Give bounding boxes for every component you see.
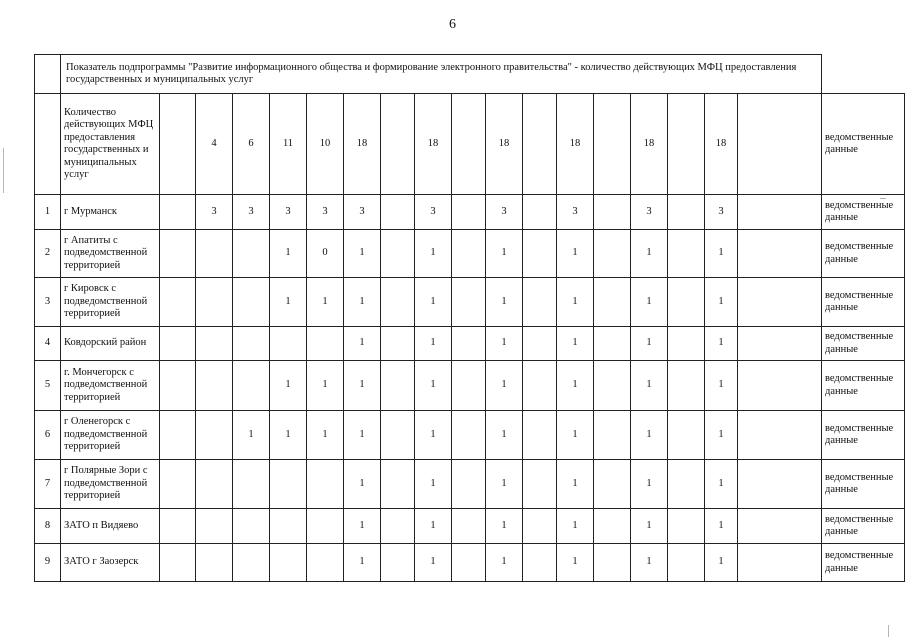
value-cell xyxy=(160,94,196,195)
value-cell: 1 xyxy=(557,460,594,509)
value-cell: 0 xyxy=(307,230,344,278)
value-cell: 3 xyxy=(415,195,452,230)
value-cell xyxy=(270,509,307,544)
scan-mark-bottom xyxy=(888,625,889,637)
value-cell xyxy=(523,361,557,411)
value-cell xyxy=(523,544,557,582)
value-cell xyxy=(452,230,486,278)
row-name-cell: г. Мончегорск с подведомственной территорией xyxy=(61,361,160,411)
value-cell xyxy=(270,544,307,582)
value-cell: 3 xyxy=(705,195,738,230)
value-cell: 1 xyxy=(705,544,738,582)
value-cell: 1 xyxy=(705,278,738,327)
value-cell xyxy=(381,195,415,230)
value-cell: 1 xyxy=(557,509,594,544)
value-cell xyxy=(196,361,233,411)
value-cell xyxy=(738,509,822,544)
value-cell xyxy=(452,509,486,544)
value-cell: 1 xyxy=(705,361,738,411)
value-cell: 18 xyxy=(705,94,738,195)
value-cell: 1 xyxy=(631,361,668,411)
value-cell xyxy=(307,460,344,509)
value-cell xyxy=(594,94,631,195)
value-cell: 1 xyxy=(486,411,523,460)
value-cell: 1 xyxy=(344,460,381,509)
value-cell xyxy=(668,195,705,230)
value-cell: 1 xyxy=(415,544,452,582)
row-name-cell: г Апатиты с подведомственной территорией xyxy=(61,230,160,278)
value-cell: 3 xyxy=(307,195,344,230)
value-cell: 1 xyxy=(344,509,381,544)
value-cell xyxy=(523,411,557,460)
value-cell: 3 xyxy=(631,195,668,230)
value-cell xyxy=(668,361,705,411)
value-cell xyxy=(160,195,196,230)
table-row xyxy=(35,327,905,361)
value-cell xyxy=(594,509,631,544)
row-number-cell: 2 xyxy=(35,230,61,278)
value-cell xyxy=(381,94,415,195)
value-cell xyxy=(738,195,822,230)
value-cell: 18 xyxy=(415,94,452,195)
value-cell: 1 xyxy=(705,230,738,278)
table-row xyxy=(35,509,905,544)
scan-mark-right xyxy=(880,198,886,199)
value-cell: 1 xyxy=(557,278,594,327)
value-cell: 1 xyxy=(486,327,523,361)
value-cell xyxy=(523,327,557,361)
value-cell xyxy=(160,509,196,544)
value-cell xyxy=(233,509,270,544)
value-cell: 1 xyxy=(415,327,452,361)
row-number-cell: 7 xyxy=(35,460,61,509)
value-cell xyxy=(668,544,705,582)
value-cell: 1 xyxy=(705,460,738,509)
value-cell: 1 xyxy=(557,327,594,361)
value-cell xyxy=(160,230,196,278)
value-cell: 3 xyxy=(557,195,594,230)
value-cell: 18 xyxy=(486,94,523,195)
value-cell: 1 xyxy=(486,544,523,582)
value-cell: 1 xyxy=(631,327,668,361)
value-cell xyxy=(381,230,415,278)
value-cell xyxy=(160,278,196,327)
value-cell: 18 xyxy=(344,94,381,195)
value-cell xyxy=(160,327,196,361)
value-cell xyxy=(307,544,344,582)
data-source-cell: ведомственные данные xyxy=(822,460,905,509)
data-source-cell: ведомственные данные xyxy=(822,195,905,230)
value-cell xyxy=(160,361,196,411)
value-cell: 1 xyxy=(415,460,452,509)
value-cell xyxy=(307,509,344,544)
value-cell xyxy=(270,327,307,361)
value-cell: 1 xyxy=(270,278,307,327)
value-cell: 1 xyxy=(307,278,344,327)
value-cell: 1 xyxy=(631,460,668,509)
value-cell: 1 xyxy=(631,230,668,278)
value-cell xyxy=(738,278,822,327)
value-cell: 1 xyxy=(344,230,381,278)
value-cell xyxy=(523,195,557,230)
value-cell: 1 xyxy=(631,509,668,544)
value-cell xyxy=(594,411,631,460)
value-cell xyxy=(270,460,307,509)
value-cell xyxy=(160,544,196,582)
value-cell xyxy=(381,544,415,582)
value-cell: 1 xyxy=(233,411,270,460)
data-source-cell: ведомственные данные xyxy=(822,94,905,195)
value-cell xyxy=(452,195,486,230)
value-cell xyxy=(738,94,822,195)
value-cell: 3 xyxy=(486,195,523,230)
table-row xyxy=(35,278,905,327)
value-cell xyxy=(381,278,415,327)
value-cell xyxy=(738,230,822,278)
row-number-cell: 1 xyxy=(35,195,61,230)
scan-mark-left xyxy=(3,148,4,193)
value-cell xyxy=(668,278,705,327)
value-cell xyxy=(594,327,631,361)
data-source-cell: ведомственные данные xyxy=(822,327,905,361)
value-cell xyxy=(594,230,631,278)
value-cell: 1 xyxy=(307,361,344,411)
value-cell xyxy=(738,544,822,582)
value-cell xyxy=(738,361,822,411)
value-cell xyxy=(233,230,270,278)
row-name-cell: Количество действующих МФЦ предоставления государственных и муниципальных услуг xyxy=(61,94,160,195)
value-cell xyxy=(452,278,486,327)
value-cell: 10 xyxy=(307,94,344,195)
value-cell: 1 xyxy=(415,411,452,460)
row-number-cell xyxy=(35,94,61,195)
data-source-cell: ведомственные данные xyxy=(822,278,905,327)
value-cell: 18 xyxy=(631,94,668,195)
row-number-cell: 3 xyxy=(35,278,61,327)
value-cell: 3 xyxy=(196,195,233,230)
value-cell xyxy=(381,327,415,361)
value-cell xyxy=(160,411,196,460)
row-name-cell: г Оленегорск с подведомственной территорией xyxy=(61,411,160,460)
value-cell: 1 xyxy=(344,327,381,361)
value-cell: 1 xyxy=(344,361,381,411)
value-cell: 18 xyxy=(557,94,594,195)
value-cell: 3 xyxy=(270,195,307,230)
row-number-cell: 5 xyxy=(35,361,61,411)
row-number-cell: 9 xyxy=(35,544,61,582)
row-name-cell: Ковдорский район xyxy=(61,327,160,361)
value-cell xyxy=(233,327,270,361)
value-cell xyxy=(594,361,631,411)
value-cell: 1 xyxy=(705,327,738,361)
value-cell xyxy=(668,509,705,544)
data-source-cell: ведомственные данные xyxy=(822,361,905,411)
value-cell: 1 xyxy=(344,278,381,327)
value-cell xyxy=(196,230,233,278)
value-cell xyxy=(738,411,822,460)
indicator-header-row xyxy=(35,55,905,94)
value-cell: 1 xyxy=(557,361,594,411)
value-cell xyxy=(381,460,415,509)
value-cell: 1 xyxy=(486,509,523,544)
value-cell: 1 xyxy=(415,278,452,327)
value-cell xyxy=(523,94,557,195)
value-cell xyxy=(196,544,233,582)
data-source-cell: ведомственные данные xyxy=(822,411,905,460)
row-name-cell: г Кировск с подведомственной территорией xyxy=(61,278,160,327)
value-cell: 1 xyxy=(344,411,381,460)
table-row xyxy=(35,195,905,230)
value-cell xyxy=(594,460,631,509)
indicator-header-cell: Показатель подпрограммы "Развитие информационного общества и формирование электронного правительства" - количество действующих МФЦ предоставления государственных и муниципальных услуг xyxy=(61,55,822,94)
value-cell xyxy=(196,278,233,327)
value-cell xyxy=(452,411,486,460)
value-cell xyxy=(381,361,415,411)
value-cell xyxy=(307,327,344,361)
value-cell: 3 xyxy=(344,195,381,230)
value-cell: 1 xyxy=(557,544,594,582)
row-name-cell: г Полярные Зори с подведомственной территорией xyxy=(61,460,160,509)
value-cell: 1 xyxy=(631,278,668,327)
value-cell: 1 xyxy=(415,361,452,411)
value-cell xyxy=(523,509,557,544)
row-name-cell: г Мурманск xyxy=(61,195,160,230)
value-cell: 1 xyxy=(486,361,523,411)
table-row xyxy=(35,460,905,509)
value-cell: 1 xyxy=(270,411,307,460)
row-name-cell: ЗАТО г Заозерск xyxy=(61,544,160,582)
value-cell xyxy=(523,278,557,327)
table-row xyxy=(35,230,905,278)
value-cell: 1 xyxy=(486,230,523,278)
value-cell xyxy=(196,411,233,460)
value-cell: 6 xyxy=(233,94,270,195)
value-cell: 1 xyxy=(631,544,668,582)
row-number-cell: 6 xyxy=(35,411,61,460)
value-cell xyxy=(160,460,196,509)
value-cell xyxy=(523,230,557,278)
value-cell: 1 xyxy=(415,509,452,544)
value-cell: 1 xyxy=(486,278,523,327)
value-cell: 1 xyxy=(415,230,452,278)
value-cell: 1 xyxy=(557,230,594,278)
value-cell xyxy=(381,411,415,460)
indicator-header-num-cell xyxy=(35,55,61,94)
value-cell xyxy=(196,460,233,509)
value-cell xyxy=(668,94,705,195)
value-cell xyxy=(452,94,486,195)
value-cell: 1 xyxy=(557,411,594,460)
row-name-cell: ЗАТО п Видяево xyxy=(61,509,160,544)
value-cell xyxy=(594,195,631,230)
value-cell xyxy=(233,544,270,582)
value-cell: 1 xyxy=(307,411,344,460)
value-cell xyxy=(738,460,822,509)
row-number-cell: 4 xyxy=(35,327,61,361)
indicator-table xyxy=(34,54,905,582)
value-cell: 1 xyxy=(270,361,307,411)
value-cell xyxy=(523,460,557,509)
value-cell xyxy=(594,278,631,327)
value-cell xyxy=(668,460,705,509)
value-cell xyxy=(196,509,233,544)
value-cell xyxy=(381,509,415,544)
value-cell: 1 xyxy=(344,544,381,582)
data-source-cell: ведомственные данные xyxy=(822,230,905,278)
value-cell: 1 xyxy=(631,411,668,460)
row-number-cell: 8 xyxy=(35,509,61,544)
table-row xyxy=(35,361,905,411)
value-cell: 1 xyxy=(705,509,738,544)
value-cell xyxy=(196,327,233,361)
page-number: 6 xyxy=(449,17,456,32)
value-cell: 4 xyxy=(196,94,233,195)
value-cell xyxy=(452,327,486,361)
value-cell: 3 xyxy=(233,195,270,230)
value-cell xyxy=(452,460,486,509)
value-cell xyxy=(668,411,705,460)
table-body xyxy=(35,55,905,582)
table-row xyxy=(35,94,905,195)
value-cell: 11 xyxy=(270,94,307,195)
data-source-cell: ведомственные данные xyxy=(822,509,905,544)
value-cell xyxy=(233,361,270,411)
value-cell xyxy=(738,327,822,361)
value-cell xyxy=(233,278,270,327)
value-cell xyxy=(668,327,705,361)
value-cell xyxy=(452,544,486,582)
value-cell xyxy=(452,361,486,411)
table-row xyxy=(35,411,905,460)
value-cell: 1 xyxy=(705,411,738,460)
table-row xyxy=(35,544,905,582)
data-source-cell: ведомственные данные xyxy=(822,544,905,582)
value-cell xyxy=(233,460,270,509)
value-cell: 1 xyxy=(486,460,523,509)
value-cell xyxy=(668,230,705,278)
value-cell xyxy=(594,544,631,582)
value-cell: 1 xyxy=(270,230,307,278)
